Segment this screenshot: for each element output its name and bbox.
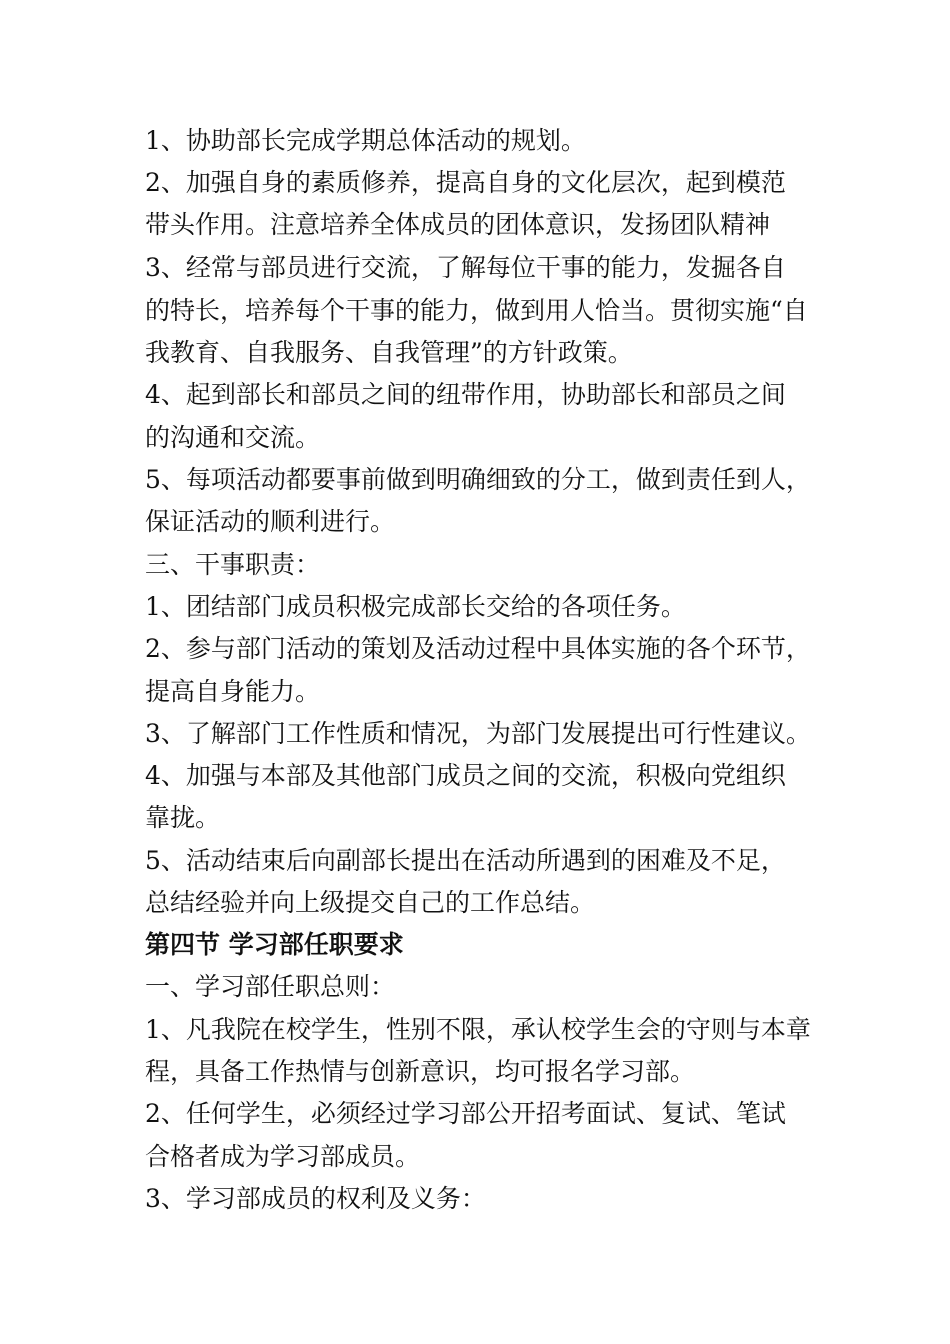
text-line: 3、了解部门工作性质和情况，为部门发展提出可行性建议。: [145, 719, 811, 748]
text-line: 2、加强自身的素质修养，提高自身的文化层次，起到模范: [145, 168, 786, 197]
text-line: 5、每项活动都要事前做到明确细致的分工，做到责任到人，: [145, 465, 811, 494]
text-line: 1、凡我院在校学生，性别不限，承认校学生会的守则与本章: [145, 1015, 811, 1044]
text-line: 程，具备工作热情与创新意识，均可报名学习部。: [145, 1057, 696, 1086]
text-line: 带头作用。注意培养全体成员的团体意识，发扬团队精神: [145, 210, 771, 239]
text-line: 3、经常与部员进行交流，了解每位干事的能力，发掘各自: [145, 253, 786, 282]
text-line: 1、协助部长完成学期总体活动的规划。: [145, 126, 586, 155]
text-line: 5、活动结束后向副部长提出在活动所遇到的困难及不足，: [145, 846, 786, 875]
text-line: 3、学习部成员的权利及义务：: [145, 1184, 486, 1213]
text-line: 2、参与部门活动的策划及活动过程中具体实施的各个环节，: [145, 634, 811, 663]
text-line: 4、加强与本部及其他部门成员之间的交流，积极向党组织: [145, 761, 786, 790]
text-line: 合格者成为学习部成员。: [145, 1142, 421, 1171]
text-line: 2、任何学生，必须经过学习部公开招考面试、复试、笔试: [145, 1099, 786, 1128]
text-line: 靠拢。: [145, 803, 221, 832]
text-line: 4、起到部长和部员之间的纽带作用，协助部长和部员之间: [145, 380, 786, 409]
section-heading: 一、学习部任职总则：: [145, 972, 396, 1001]
text-line: 的特长，培养每个干事的能力，做到用人恰当。贯彻实施“自: [145, 296, 808, 325]
section-heading: 三、干事职责：: [145, 550, 321, 579]
text-line: 总结经验并向上级提交自己的工作总结。: [145, 888, 596, 917]
text-line: 提高自身能力。: [145, 677, 321, 706]
text-line: 保证活动的顺利进行。: [145, 507, 396, 536]
text-line: 的沟通和交流。: [145, 423, 321, 452]
text-line: 我教育、自我服务、自我管理”的方针政策。: [145, 338, 633, 367]
chapter-heading: 第四节 学习部任职要求: [145, 930, 404, 959]
text-line: 1、团结部门成员积极完成部长交给的各项任务。: [145, 592, 686, 621]
